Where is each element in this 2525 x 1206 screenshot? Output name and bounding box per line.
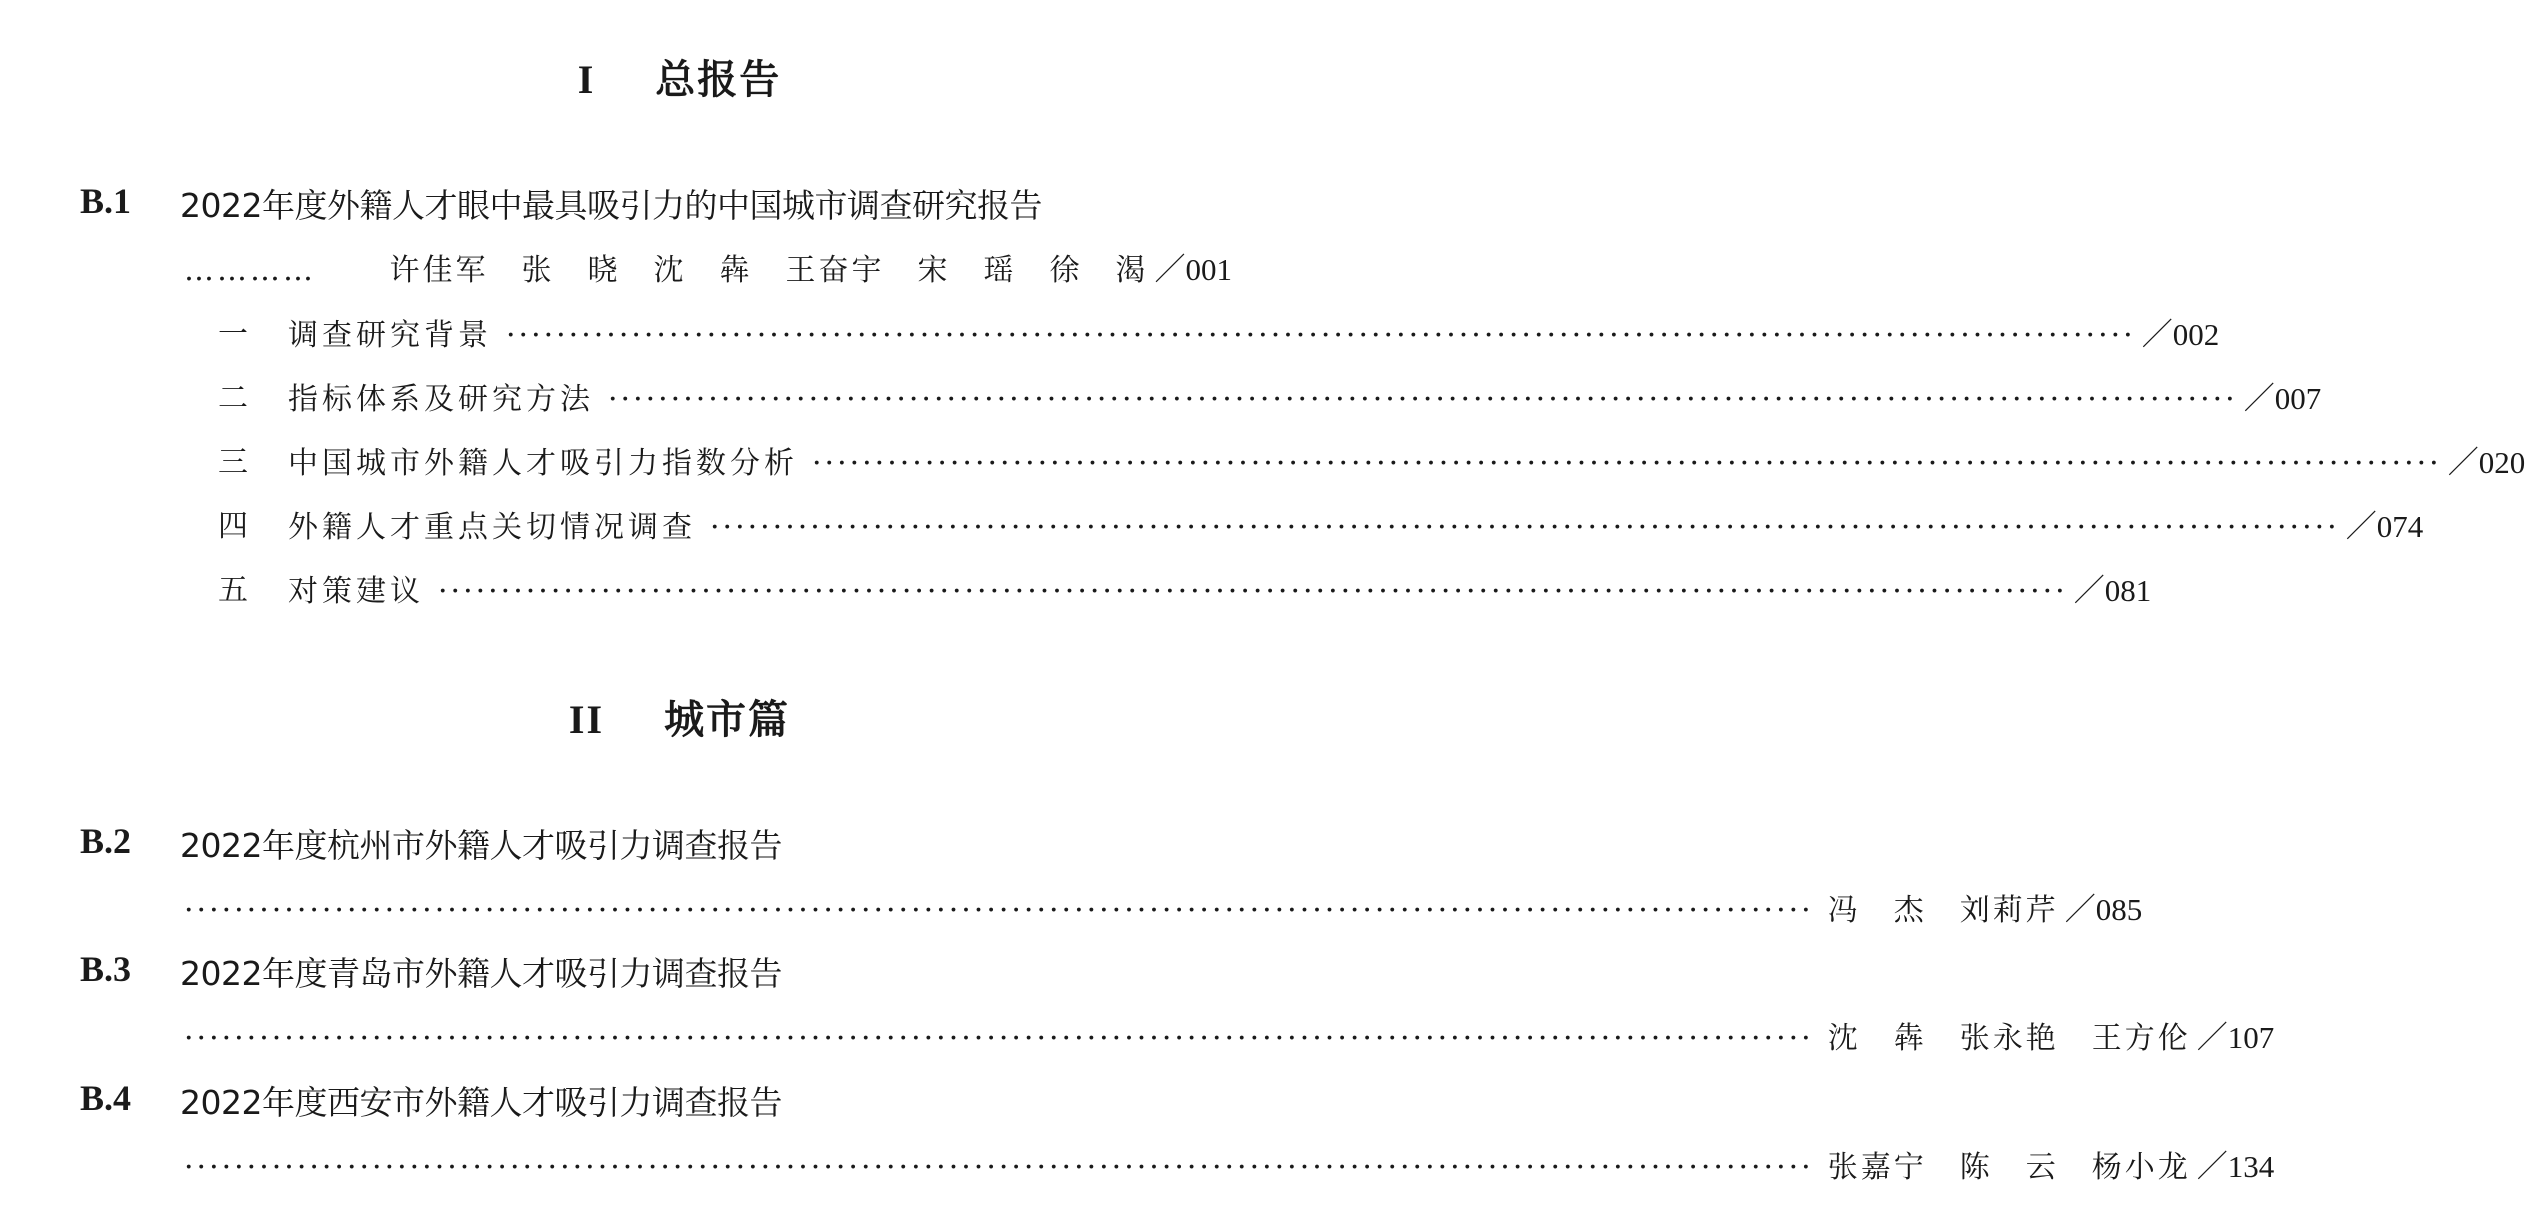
b4-code: B.4 <box>80 1078 132 1118</box>
b2-page: ／085 <box>2064 892 2143 927</box>
b3-authors: 沈 犇 张永艳 王方伦 <box>1827 1021 2191 1056</box>
b1-leader-dots: ………… <box>184 253 316 288</box>
section-5-row[interactable] <box>288 565 2152 610</box>
section-2-number: 二 <box>218 381 248 416</box>
b3-author-line <box>184 1012 2275 1057</box>
section-4-page: ／074 <box>2345 509 2424 544</box>
b1-code: B.1 <box>80 181 132 221</box>
b2-code: B.2 <box>80 821 132 861</box>
b3-leader-dots: ·································································································································· <box>184 1021 1814 1056</box>
b4-leader-dots: ·································································································································· <box>184 1150 1814 1185</box>
b1-authors: 许佳军 张 晓 沈 犇 王奋宇 宋 瑶 徐 渴 <box>389 253 1149 288</box>
section-1-title: 调查研究背景 <box>288 318 492 353</box>
section-2-dots: ·································································································································· <box>608 382 2238 417</box>
section-2-title: 指标体系及研究方法 <box>288 382 594 417</box>
b3-page: ／107 <box>2196 1020 2275 1055</box>
section-3-row[interactable] <box>288 437 2525 482</box>
b4-authors: 张嘉宁 陈 云 杨小龙 <box>1827 1150 2191 1185</box>
section-2-row[interactable] <box>288 373 2322 418</box>
part-2-title: 城市篇 <box>664 696 791 743</box>
b3-code: B.3 <box>80 949 132 989</box>
section-4-dots: ·································································································································· <box>710 510 2340 545</box>
section-5-dots: ·································································································································· <box>438 574 2068 609</box>
part-2-heading <box>0 688 1359 745</box>
section-1-number: 一 <box>218 317 248 352</box>
b4-author-line <box>184 1141 2275 1186</box>
section-3-title: 中国城市外籍人才吸引力指数分析 <box>288 446 798 481</box>
section-3-dots: ·································································································································· <box>812 446 2442 481</box>
b2-title-link[interactable]: 2022年度杭州市外籍人才吸引力调查报告 <box>180 826 782 865</box>
part-2-numeral: II <box>568 697 605 742</box>
b1-title-link[interactable]: 2022年度外籍人才眼中最具吸引力的中国城市调查研究报告 <box>180 186 1042 225</box>
section-4-row[interactable] <box>288 501 2424 546</box>
b1-author-line <box>184 244 1232 289</box>
section-5-page: ／081 <box>2073 573 2152 608</box>
section-4-number: 四 <box>218 509 248 544</box>
section-3-page: ／020 <box>2447 445 2525 480</box>
b4-title-link[interactable]: 2022年度西安市外籍人才吸引力调查报告 <box>180 1083 782 1122</box>
section-1-dots: ·································································································································· <box>506 318 2136 353</box>
section-1-page: ／002 <box>2141 317 2220 352</box>
b4-page: ／134 <box>2196 1149 2275 1184</box>
part-1-heading <box>0 48 1359 105</box>
section-2-page: ／007 <box>2243 381 2322 416</box>
b2-leader-dots: ·································································································································· <box>184 893 1814 928</box>
section-5-number: 五 <box>218 573 248 608</box>
b3-title-link[interactable]: 2022年度青岛市外籍人才吸引力调查报告 <box>180 954 782 993</box>
section-1-row[interactable] <box>288 309 2220 354</box>
section-4-title: 外籍人才重点关切情况调查 <box>288 510 696 545</box>
part-1-numeral: I <box>577 57 596 102</box>
part-1-title: 总报告 <box>655 56 782 103</box>
section-3-number: 三 <box>218 445 248 480</box>
b1-page: ／001 <box>1154 252 1232 287</box>
section-5-title: 对策建议 <box>288 574 424 609</box>
b2-authors: 冯 杰 刘莉芹 <box>1827 893 2059 928</box>
b2-author-line <box>184 884 2143 929</box>
